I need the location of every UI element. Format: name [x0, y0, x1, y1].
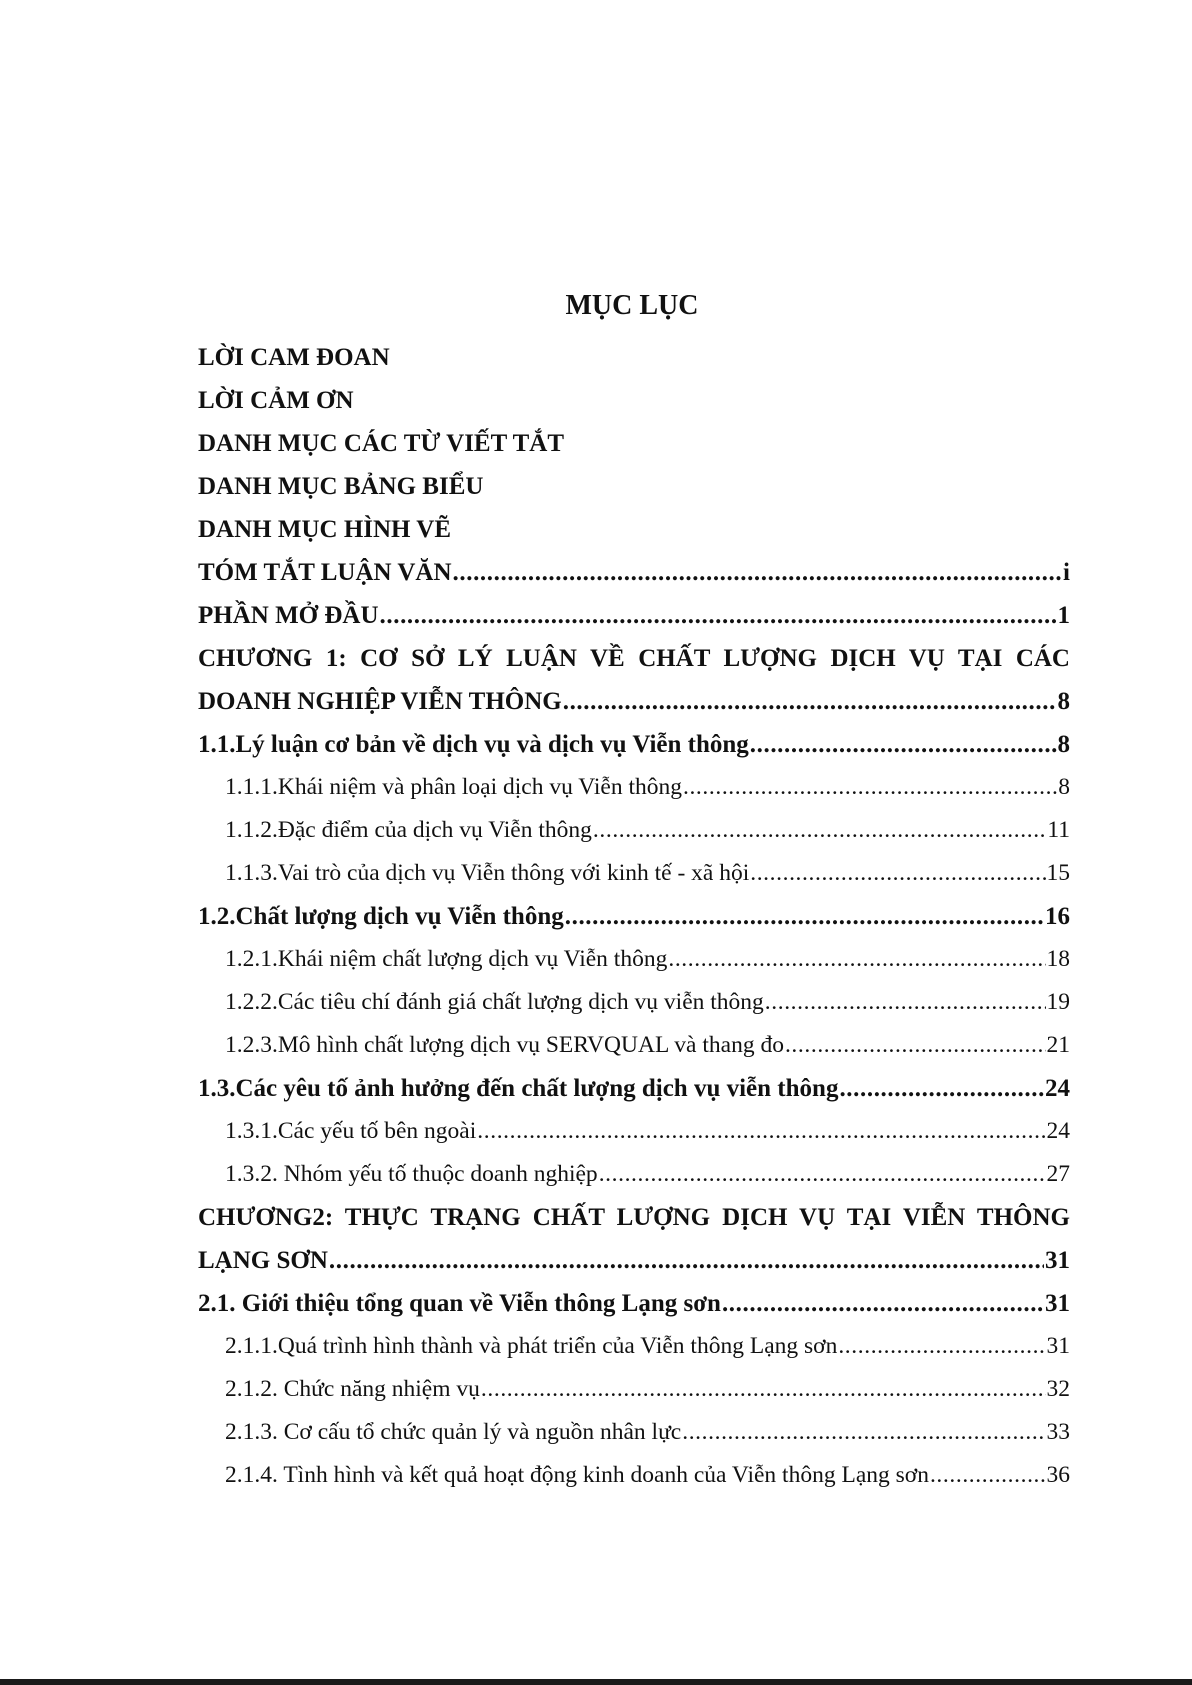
dot-leader: [453, 551, 1063, 594]
toc-entry[interactable]: [198, 594, 1070, 637]
toc-entry[interactable]: [198, 981, 1070, 1024]
toc-entry[interactable]: [198, 508, 1070, 551]
toc-entry[interactable]: [198, 1454, 1070, 1497]
toc-entry-text: LẠNG SƠN: [198, 1247, 328, 1274]
toc-entry-text: LỜI CẢM ƠN: [198, 387, 354, 414]
page-title: MỤC LỤC: [565, 290, 699, 321]
toc-page-number: 8: [1058, 774, 1070, 800]
toc-entry[interactable]: [198, 1067, 1070, 1110]
toc-entry-text: LỜI CAM ĐOAN: [198, 344, 390, 371]
dot-leader: [750, 852, 1045, 895]
dot-leader: [750, 723, 1057, 766]
toc-entry[interactable]: [198, 1110, 1070, 1153]
toc-entry[interactable]: [198, 551, 1070, 594]
toc-entry-text: 2.1.3. Cơ cấu tổ chức quản lý và nguồn nhân lực: [225, 1419, 682, 1445]
toc-entry[interactable]: [198, 379, 1070, 422]
dot-leader: [668, 938, 1045, 981]
toc-entry-text: CHƯƠNG2: THỰC TRẠNG CHẤT LƯỢNG DỊCH VỤ TẠI VIỄN THÔNG: [198, 1204, 1070, 1231]
toc-entry[interactable]: [198, 336, 1070, 379]
toc-entry-text: CHƯƠNG 1: CƠ SỞ LÝ LUẬN VỀ CHẤT LƯỢNG DỊCH VỤ TẠI CÁC: [198, 645, 1070, 672]
toc-entry[interactable]: [198, 1411, 1070, 1454]
toc-entry-text: 1.1.3.Vai trò của dịch vụ Viễn thông với kinh tế - xã hội: [225, 860, 750, 886]
toc-entry-text: 1.1.Lý luận cơ bản về dịch vụ và dịch vụ Viễn thông: [198, 731, 749, 758]
toc-entry[interactable]: [198, 465, 1070, 508]
toc-page-number: 15: [1046, 860, 1070, 886]
toc-page-number: i: [1063, 559, 1070, 586]
dot-leader: [380, 594, 1057, 637]
dot-leader: [477, 1110, 1045, 1153]
toc-entry-text: 2.1.2. Chức năng nhiệm vụ: [225, 1376, 480, 1402]
dot-leader: [329, 1239, 1044, 1282]
toc-page-number: 1: [1057, 602, 1070, 629]
toc-entry-text: 2.1. Giới thiệu tổng quan về Viễn thông Lạng sơn: [198, 1290, 721, 1317]
dot-leader: [593, 809, 1046, 852]
toc-entry-chapter-1-line-2[interactable]: [198, 680, 1070, 723]
toc-entry-chapter-1-line-1[interactable]: [198, 637, 1070, 680]
toc-entry[interactable]: [198, 422, 1070, 465]
toc-entry-text: DANH MỤC HÌNH VẼ: [198, 516, 452, 543]
toc-entry-text: 1.1.2.Đặc điểm của dịch vụ Viễn thông: [225, 817, 592, 843]
toc-entry-text: DOANH NGHIỆP VIỄN THÔNG: [198, 688, 562, 715]
toc-page-number: 21: [1046, 1032, 1070, 1058]
toc-entry-text: 1.3.2. Nhóm yếu tố thuộc doanh nghiệp: [225, 1161, 598, 1187]
dot-leader: [722, 1282, 1044, 1325]
toc-page-number: 27: [1046, 1161, 1070, 1187]
toc-entry[interactable]: [198, 1368, 1070, 1411]
toc-entry[interactable]: [198, 809, 1070, 852]
toc-entry[interactable]: [198, 723, 1070, 766]
toc-entry-text: 1.2.2.Các tiêu chí đánh giá chất lượng dịch vụ viễn thông: [225, 989, 764, 1015]
toc-entry[interactable]: [198, 1282, 1070, 1325]
dot-leader: [563, 680, 1057, 723]
dot-leader: [839, 1067, 1044, 1110]
toc-page-number: 31: [1046, 1333, 1070, 1359]
toc-entry-text: TÓM TẮT LUẬN VĂN: [198, 559, 452, 586]
toc-entry-chapter-2-line-2[interactable]: [198, 1239, 1070, 1282]
toc-entry[interactable]: [198, 1024, 1070, 1067]
toc-entry-text: 1.2.Chất lượng dịch vụ Viễn thông: [198, 903, 564, 930]
toc-page-number: 16: [1045, 903, 1070, 930]
toc-page-number: 33: [1046, 1419, 1070, 1445]
dot-leader: [683, 766, 1057, 809]
dot-leader: [481, 1368, 1046, 1411]
toc-entry[interactable]: [198, 938, 1070, 981]
toc-page-number: 31: [1045, 1290, 1070, 1317]
table-of-contents: [198, 336, 1070, 1497]
toc-entry-text: 2.1.1.Quá trình hình thành và phát triển của Viễn thông Lạng sơn: [225, 1333, 838, 1359]
toc-page-number: 31: [1045, 1247, 1070, 1274]
toc-entry-chapter-2-line-1[interactable]: [198, 1196, 1070, 1239]
toc-page-number: 24: [1045, 1075, 1070, 1102]
toc-entry[interactable]: [198, 1325, 1070, 1368]
toc-entry-text: 1.1.1.Khái niệm và phân loại dịch vụ Viễn thông: [225, 774, 682, 800]
toc-page-number: 19: [1046, 989, 1070, 1015]
dot-leader: [838, 1325, 1045, 1368]
toc-entry-text: PHẦN MỞ ĐẦU: [198, 602, 379, 629]
toc-entry-text: 1.3.1.Các yếu tố bên ngoài: [225, 1118, 477, 1144]
toc-entry-text: DANH MỤC BẢNG BIỂU: [198, 473, 484, 500]
toc-entry-text: 1.2.3.Mô hình chất lượng dịch vụ SERVQUAL và thang đo: [225, 1032, 784, 1058]
toc-page-number: 18: [1046, 946, 1070, 972]
toc-entry[interactable]: [198, 766, 1070, 809]
toc-page-number: 8: [1057, 731, 1070, 758]
dot-leader: [682, 1411, 1045, 1454]
toc-entry[interactable]: [198, 1153, 1070, 1196]
bottom-edge-rule: [0, 1679, 1192, 1685]
toc-page-number: 8: [1057, 688, 1070, 715]
toc-entry[interactable]: [198, 852, 1070, 895]
toc-entry-text: 1.3.Các yêu tố ảnh hưởng đến chất lượng dịch vụ viễn thông: [198, 1075, 839, 1102]
toc-page-number: 32: [1046, 1376, 1070, 1402]
toc-entry-text: DANH MỤC CÁC TỪ VIẾT TẮT: [198, 430, 565, 457]
toc-page-number: 36: [1046, 1462, 1070, 1488]
toc-entry-text: 2.1.4. Tình hình và kết quả hoạt động kinh doanh của Viễn thông Lạng sơn: [225, 1462, 929, 1488]
dot-leader: [785, 1024, 1046, 1067]
dot-leader: [599, 1153, 1046, 1196]
toc-entry[interactable]: [198, 895, 1070, 938]
dot-leader: [765, 981, 1046, 1024]
dot-leader: [930, 1454, 1046, 1497]
toc-page-number: 11: [1047, 817, 1070, 843]
toc-entry-text: 1.2.1.Khái niệm chất lượng dịch vụ Viễn thông: [225, 946, 668, 972]
toc-page-number: 24: [1046, 1118, 1070, 1144]
dot-leader: [565, 895, 1044, 938]
